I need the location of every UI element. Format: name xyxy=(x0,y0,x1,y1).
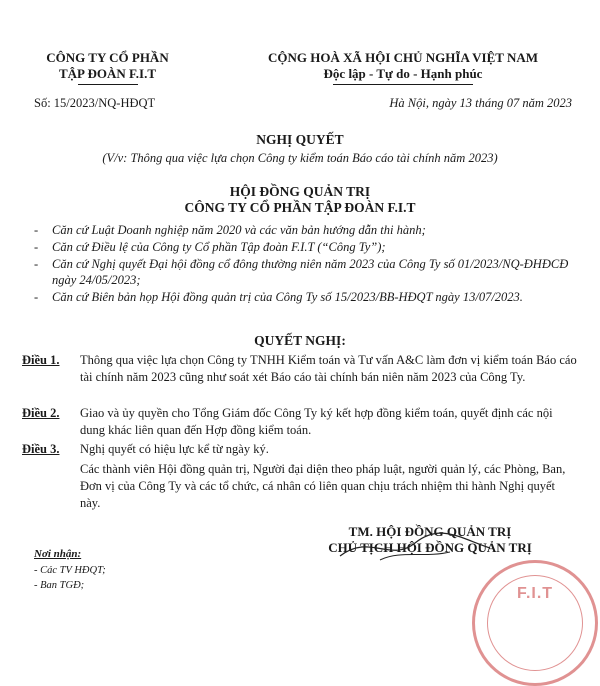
article-1 xyxy=(22,352,577,386)
article-text: Thông qua việc lựa chọn Công ty TNHH Kiểm toán và Tư vấn A&C làm đơn vị kiểm toán Báo cáo tài chính năm 2023 cũng như soát xét Báo cáo tài chính bán niên năm 2023 của Công Ty. xyxy=(80,353,577,384)
legal-basis-item: - Căn cứ Điều lệ của Công ty Cổ phần Tập đoàn F.I.T (“Công Ty”); xyxy=(34,240,386,254)
article-3 xyxy=(22,441,577,512)
article-2 xyxy=(22,405,577,439)
nation-title: CỘNG HOÀ XÃ HỘI CHỦ NGHĨA VIỆT NAM xyxy=(267,50,539,65)
company-underline xyxy=(78,84,138,85)
company-seal xyxy=(472,560,598,686)
document-subject: (V/v: Thông qua việc lựa chọn Công ty kiểm toán Báo cáo tài chính năm 2023) xyxy=(102,151,498,165)
place-date: Hà Nội, ngày 13 tháng 07 năm 2023 xyxy=(389,96,572,110)
legal-basis-list xyxy=(34,222,574,305)
legal-basis-text: Căn cứ Luật Doanh nghiệp năm 2020 và các văn bản hướng dẫn thi hành; xyxy=(52,223,426,237)
document-title: NGHỊ QUYẾT xyxy=(256,132,344,147)
article-label: Điều 2. xyxy=(22,406,60,420)
legal-basis-text: Căn cứ Điều lệ của Công ty Cổ phần Tập đoàn F.I.T (“Công Ty”); xyxy=(52,240,386,254)
company-name-line2: TẬP ĐOÀN F.I.T xyxy=(58,66,157,81)
motto-underline xyxy=(333,84,473,85)
legal-basis-item: - Căn cứ Biên bản họp Hội đồng quản trị của Công Ty số 15/2023/BB-HĐQT ngày 13/07/2023. xyxy=(34,290,523,304)
recipient-item: - Các TV HĐQT; xyxy=(34,565,106,576)
recipients-heading: Nơi nhận: xyxy=(34,548,82,560)
nation-motto: Độc lập - Tự do - Hạnh phúc xyxy=(323,66,483,81)
signature-scribble xyxy=(330,528,500,568)
signature-line2: CHỦ TỊCH HỘI ĐỒNG QUẢN TRỊ xyxy=(328,540,532,555)
legal-basis-text: Căn cứ Nghị quyết Đại hội đồng cổ đông thường niên năm 2023 của Công Ty số 01/2023/NQ-ĐHĐCĐ ngày 24/05/2023; xyxy=(52,257,569,287)
recipient-item: - Ban TGĐ; xyxy=(34,580,85,591)
article-text-continued: Các thành viên Hội đồng quản trị, Người đại diện theo pháp luật, người quản lý, các Phòng, Ban, Đơn vị của Công Ty và các tổ chức, cá nhân có liên quan chịu trách nhiệm thi hành Nghị quyết này. xyxy=(80,462,566,510)
resolution-heading: QUYẾT NGHỊ: xyxy=(254,333,346,348)
article-label: Điều 3. xyxy=(22,442,60,456)
article-text: Giao và ủy quyền cho Tổng Giám đốc Công Ty ký kết hợp đồng kiểm toán, quyết định các nội dung khác liên quan đến Hợp đồng kiểm toán. xyxy=(80,406,553,437)
article-label: Điều 1. xyxy=(22,353,60,367)
company-name-line1: CÔNG TY CỔ PHẦN xyxy=(46,50,169,65)
issuer-line1: HỘI ĐỒNG QUẢN TRỊ xyxy=(229,184,371,199)
article-text: Nghị quyết có hiệu lực kể từ ngày ký. xyxy=(80,442,269,456)
document-number: Số: 15/2023/NQ-HĐQT xyxy=(34,96,156,110)
legal-basis-item: - Căn cứ Nghị quyết Đại hội đồng cổ đông thường niên năm 2023 của Công Ty số 01/2023/NQ-ĐHĐCĐ ngày 24/05/2023; xyxy=(34,256,574,288)
signature-line1: TM. HỘI ĐỒNG QUẢN TRỊ xyxy=(348,524,512,539)
issuer-line2: CÔNG TY CỔ PHẦN TẬP ĐOÀN F.I.T xyxy=(184,200,416,215)
legal-basis-item: - Căn cứ Luật Doanh nghiệp năm 2020 và các văn bản hướng dẫn thi hành; xyxy=(34,223,426,237)
seal-text: F.I.T xyxy=(516,585,554,602)
legal-basis-text: Căn cứ Biên bản họp Hội đồng quản trị của Công Ty số 15/2023/BB-HĐQT ngày 13/07/2023. xyxy=(52,290,523,304)
